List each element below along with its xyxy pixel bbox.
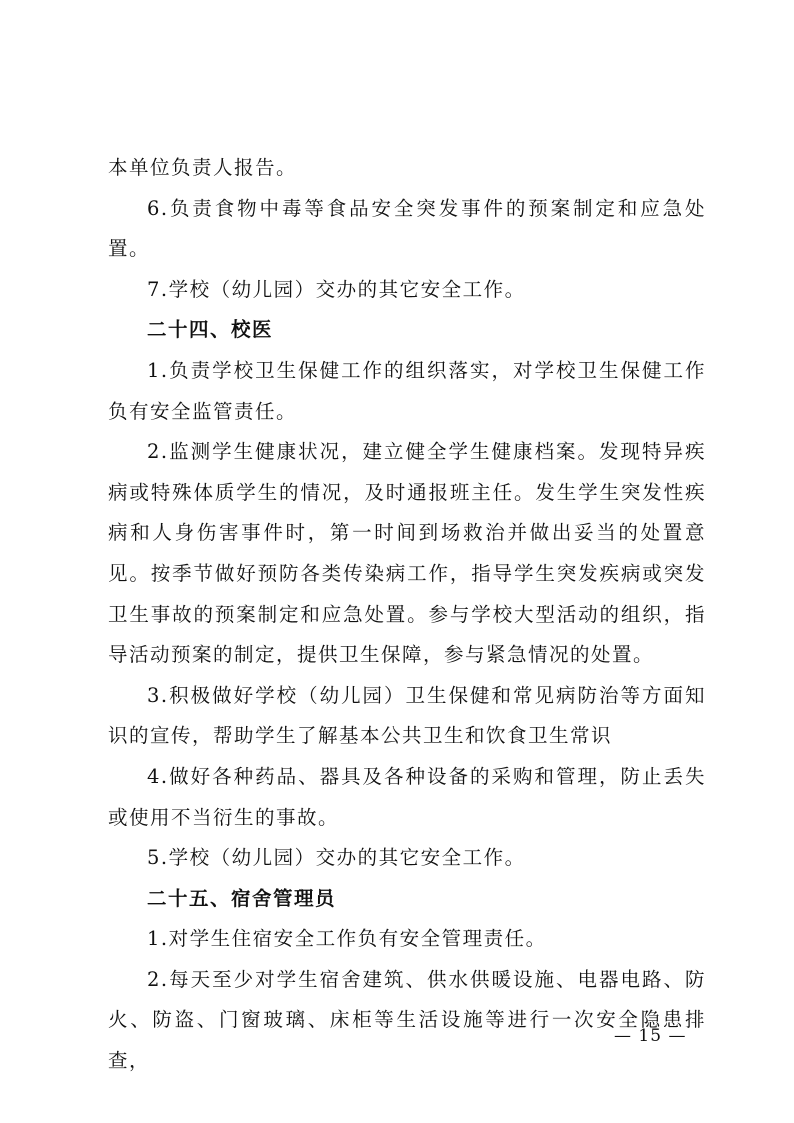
page-number: — 15 — <box>614 1026 687 1046</box>
section-heading-school-doctor: 二十四、校医 <box>147 318 274 342</box>
paragraph-dorm-item-2: 2.每天至少对学生宿舍建筑、供水供暖设施、电器电路、防火、防盗、门窗玻璃、床柜等生活设施等进行一次安全隐患排查， <box>108 967 706 1073</box>
paragraph-doctor-item-5: 5.学校（幼儿园）交办的其它安全工作。 <box>147 846 526 870</box>
paragraph-doctor-item-2: 2.监测学生健康状况，建立健全学生健康档案。发现特异疾病或特殊体质学生的情况，及时通报班主任。发生学生突发性疾病和人身伤害事件时，第一时间到场救治并做出妥当的处置意见。按季节做好预防各类传染病工作，指导学生突发疾病或突发卫生事故的预案制定和应急处置。参与学校大型活动的组织，指导活动预案的制定，提供卫生保障，参与紧急情况的处置。 <box>108 440 706 667</box>
paragraph-continuation: 本单位负责人报告。 <box>108 156 298 179</box>
paragraph-doctor-item-1: 1.负责学校卫生保健工作的组织落实，对学校卫生保健工作负有安全监管责任。 <box>108 358 706 423</box>
section-heading-dorm-manager: 二十五、宿舍管理员 <box>147 886 337 910</box>
paragraph-dorm-item-1: 1.对学生住宿安全工作负有安全管理责任。 <box>147 927 547 951</box>
paragraph-doctor-item-4: 4.做好各种药品、器具及各种设备的采购和管理，防止丢失或使用不当衍生的事故。 <box>108 764 706 829</box>
paragraph-item-6: 6.负责食物中毒等食品安全突发事件的预案制定和应急处置。 <box>108 196 706 261</box>
document-body <box>108 148 706 1082</box>
paragraph-item-7: 7.学校（幼儿园）交办的其它安全工作。 <box>147 277 526 301</box>
paragraph-doctor-item-3: 3.积极做好学校（幼儿园）卫生保健和常见病防治等方面知识的宣传，帮助学生了解基本公共卫生和饮食卫生常识 <box>108 683 706 748</box>
